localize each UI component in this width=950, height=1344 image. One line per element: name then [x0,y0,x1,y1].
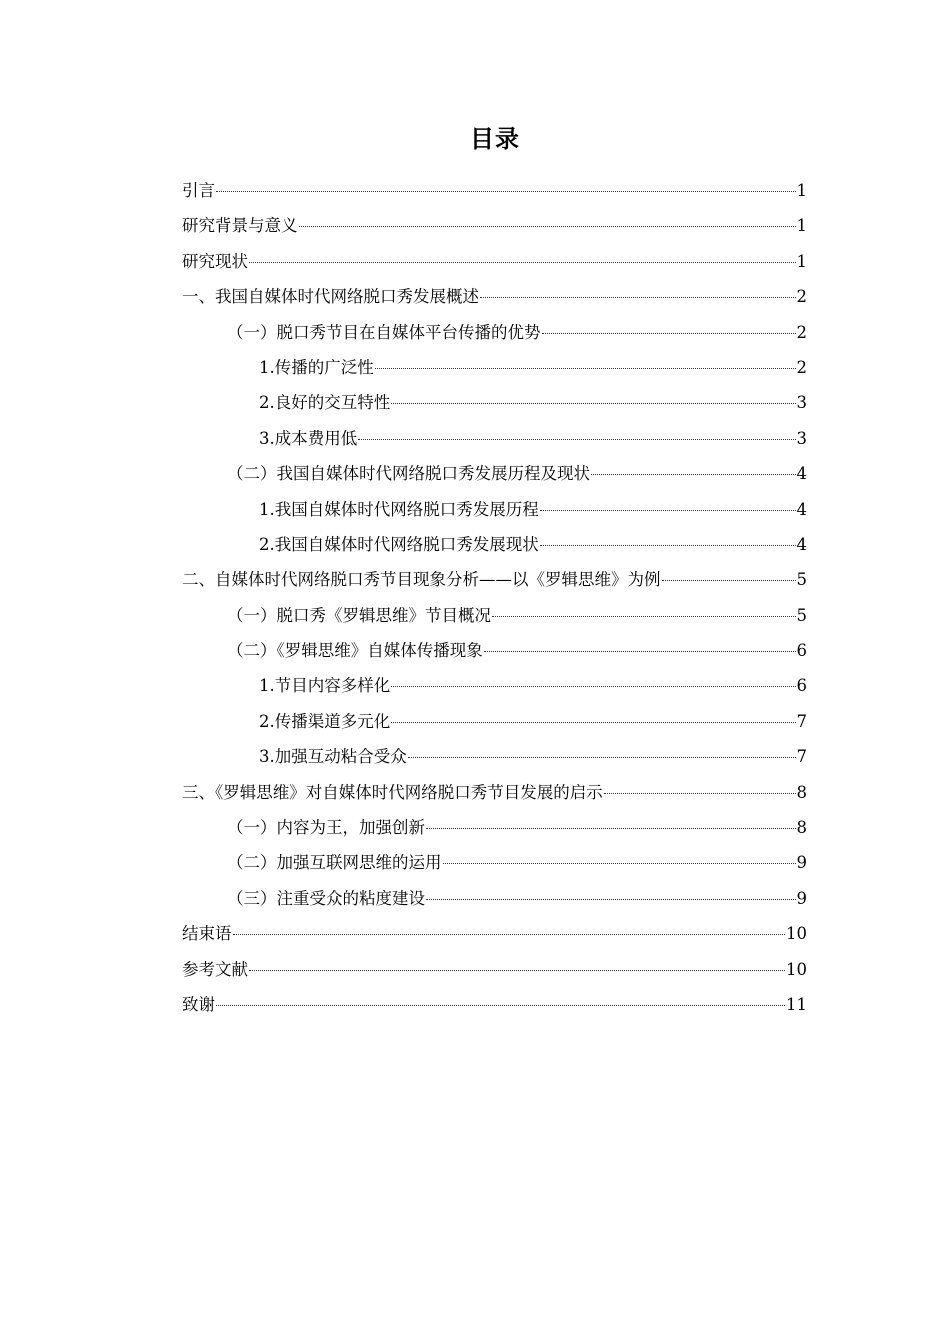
toc-entry[interactable] [182,847,807,882]
toc-entry[interactable] [182,317,807,352]
toc-page-number: 6 [796,641,807,661]
toc-entry-label: （二）《罗辑思维》自媒体传播现象 [227,641,483,661]
toc-page-number: 10 [786,924,807,944]
toc-entry[interactable] [182,210,807,245]
toc-leader [480,296,796,298]
toc-leader [391,685,795,687]
toc-page-number: 2 [796,322,807,342]
toc-entry[interactable] [182,918,807,953]
toc-page-number: 6 [796,676,807,696]
toc-leader [249,969,785,971]
toc-leader [233,933,786,935]
toc-page-number: 3 [796,393,807,413]
toc-page-number: 4 [796,534,807,554]
toc-entry-label: 2.我国自媒体时代网络脱口秀发展现状 [259,534,539,554]
toc-entry-label: 结束语 [182,924,232,944]
toc-entry[interactable] [182,564,807,599]
toc-entry[interactable] [182,494,807,529]
toc-page-number: 4 [796,499,807,519]
toc-page-number: 9 [796,853,807,873]
toc-entry-label: 三、《罗辑思维》对自媒体时代网络脱口秀节目发展的启示 [182,782,603,802]
toc-page-number: 1 [796,251,807,271]
toc-page-number: 2 [796,357,807,377]
toc-leader [426,827,796,829]
toc-entry[interactable] [182,883,807,918]
page-title: 目录 [470,125,520,153]
toc-page-number: 1 [796,181,807,200]
toc-entry[interactable] [182,812,807,847]
toc-entry[interactable] [182,635,807,670]
toc-leader [591,473,796,475]
toc-entry-label: 1.我国自媒体时代网络脱口秀发展历程 [259,499,539,519]
toc-entry[interactable] [182,989,807,1024]
toc-leader [249,261,796,263]
toc-entry[interactable] [182,741,807,776]
toc-entry-label: 3.加强互动粘合受众 [259,747,407,767]
toc-entry[interactable] [182,670,807,705]
toc-entry[interactable] [182,387,807,422]
toc-leader [408,756,796,758]
toc-entry-label: （一）内容为王，加强创新 [227,818,425,838]
toc-entry[interactable] [182,352,807,387]
toc-entry-label: （二）加强互联网思维的运用 [227,853,442,873]
toc-entry[interactable] [182,777,807,812]
toc-leader [540,544,796,546]
toc-leader [492,615,796,617]
toc-entry-label: （一）脱口秀节目在自媒体平台传播的优势 [227,322,541,342]
toc-entry-label: 致谢 [182,994,215,1014]
toc-entry[interactable] [182,458,807,493]
toc-entry-label: 引言 [182,181,215,200]
toc-page-number: 5 [796,605,807,625]
toc-leader [484,650,796,652]
toc-entry-label: 1.传播的广泛性 [259,357,374,377]
toc-entry-label: （三）注重受众的粘度建设 [227,888,425,908]
toc-entry[interactable] [182,423,807,458]
toc-page-number: 5 [796,570,807,590]
toc-page-number: 2 [796,287,807,307]
toc-page-number: 4 [796,464,807,484]
toc-leader [375,367,796,369]
toc-entry-label: 2.良好的交互特性 [259,393,391,413]
toc-leader [662,579,796,581]
toc-entry[interactable] [182,954,807,989]
toc-entry-label: 1.节目内容多样化 [259,676,391,696]
toc-leader [443,862,796,864]
toc-entry-label: 研究现状 [182,251,248,271]
toc-page-number: 9 [796,888,807,908]
toc-entry-label: （二）我国自媒体时代网络脱口秀发展历程及现状 [227,464,590,484]
toc-leader [358,438,795,440]
toc-leader [391,402,795,404]
toc-page-number: 11 [786,994,807,1014]
toc-leader [299,225,796,227]
toc-leader [604,792,796,794]
toc-entry[interactable] [182,529,807,564]
toc-leader [540,509,796,511]
toc-entry-label: 研究背景与意义 [182,216,298,236]
toc-leader [391,721,795,723]
toc-entry[interactable] [182,600,807,635]
toc-page-number: 7 [796,747,807,767]
toc-entry-label: 二、自媒体时代网络脱口秀节目现象分析——以《罗辑思维》为例 [182,570,661,590]
toc-entry-label: 2.传播渠道多元化 [259,711,391,731]
toc-entry-label: （一）脱口秀《罗辑思维》节目概况 [227,605,491,625]
table-of-contents [182,175,807,1024]
toc-leader [542,332,796,334]
toc-entry-label: 3.成本费用低 [259,428,358,448]
toc-leader [216,1004,785,1006]
toc-page-number: 8 [796,782,807,802]
toc-page-number: 8 [796,818,807,838]
toc-entry-label: 一、我国自媒体时代网络脱口秀发展概述 [182,287,479,307]
toc-entry-label: 参考文献 [182,959,248,979]
toc-entry[interactable] [182,175,807,210]
toc-page-number: 7 [796,711,807,731]
toc-leader [426,898,796,900]
toc-page-number: 1 [796,216,807,236]
toc-page-number: 3 [796,428,807,448]
toc-leader [216,190,796,192]
toc-entry[interactable] [182,706,807,741]
toc-page-number: 10 [786,959,807,979]
toc-entry[interactable] [182,281,807,316]
toc-entry[interactable] [182,246,807,281]
